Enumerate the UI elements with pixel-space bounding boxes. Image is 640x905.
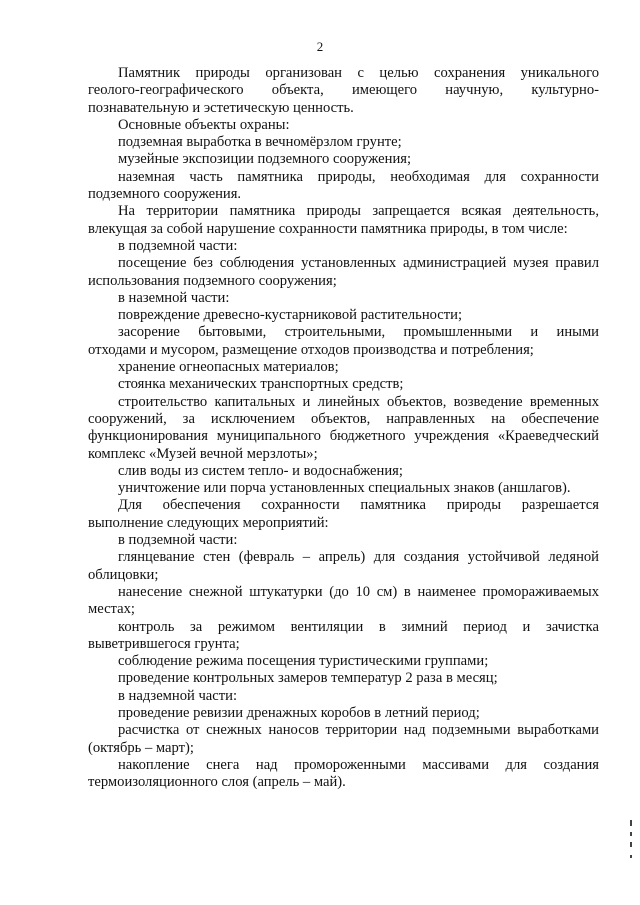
paragraph-intro	[88, 65, 599, 117]
list-item	[88, 757, 599, 792]
text-line: отходами и мусором, размещение отходов производства и потребления;	[88, 341, 534, 358]
document-body	[88, 65, 599, 791]
list-item	[88, 619, 599, 654]
text-line: посещение без соблюдения установленных администрацией музея правил	[118, 255, 599, 272]
list-item: хранение огнеопасных материалов;	[118, 359, 339, 376]
text-line: познавательную и эстетическую ценность.	[88, 99, 354, 116]
text-line: На территории памятника природы запрещается всякая деятельность,	[118, 203, 599, 220]
list-item: проведение ревизии дренажных коробов в летний период;	[118, 704, 480, 721]
text-line: накопление снега над промороженными массивами для создания	[118, 756, 599, 773]
list-item	[88, 394, 599, 463]
text-line: облицовки;	[88, 566, 159, 583]
paragraph-protection-objects-heading: Основные объекты охраны:	[118, 116, 290, 133]
text-line: местах;	[88, 601, 135, 618]
text-line: функционирования муниципального бюджетного учреждения «Краеведческий	[88, 428, 599, 445]
list-item: соблюдение режима посещения туристическими группами;	[118, 653, 489, 670]
list-item: уничтожение или порча установленных специальных знаков (аншлагов).	[118, 480, 571, 497]
list-item	[88, 169, 599, 204]
text-line: Для обеспечения сохранности памятника природы разрешается	[118, 497, 599, 514]
text-line: (октябрь – март);	[88, 739, 194, 756]
text-line: контроль за режимом вентиляции в зимний период и зачистка	[118, 618, 599, 635]
text-line: влекущая за собой нарушение сохранности памятника природы, в том числе:	[88, 220, 568, 237]
scan-edge-mark	[630, 842, 632, 847]
list-item: повреждение древесно-кустарниковой растительности;	[118, 307, 463, 324]
section-label-underground: в подземной части:	[118, 237, 238, 254]
text-line: Памятник природы организован с целью сохранения уникального	[118, 65, 599, 81]
scan-edge-mark	[630, 832, 632, 836]
text-line: комплекс «Музей вечной мерзлоты»;	[88, 445, 318, 462]
paragraph-permissions	[88, 497, 599, 532]
text-line: сооружений, за исключением объектов, направленных на обеспечение	[88, 410, 599, 427]
text-line: выполнение следующих мероприятий:	[88, 514, 329, 531]
text-line: выветрившегося грунта;	[88, 635, 240, 652]
list-item: подземная выработка в вечномёрзлом грунте;	[118, 134, 402, 151]
list-item	[88, 324, 599, 359]
text-line: строительство капитальных и линейных объектов, возведение временных	[118, 393, 599, 410]
text-line: засорение бытовыми, строительными, промышленными и иными	[118, 324, 599, 341]
text-line: геолого-географического объекта, имеющего научную, культурно-	[88, 82, 599, 99]
section-label-underground: в подземной части:	[118, 532, 238, 549]
list-item	[88, 255, 599, 290]
text-line: наземная часть памятника природы, необходимая для сохранности	[118, 168, 599, 185]
paragraph-prohibitions	[88, 203, 599, 238]
page-number: 2	[316, 39, 324, 54]
text-line: использования подземного сооружения;	[88, 272, 337, 289]
list-item	[88, 722, 599, 757]
section-label-above-ground: в надземной части:	[118, 687, 238, 704]
text-line: термоизоляционного слоя (апрель – май).	[88, 774, 346, 791]
list-item	[88, 584, 599, 619]
scan-edge-mark	[630, 855, 632, 858]
list-item: слив воды из систем тепло- и водоснабжения;	[118, 462, 403, 479]
text-line: нанесение снежной штукатурки (до 10 см) в наименее промораживаемых	[118, 583, 599, 600]
scan-edge-mark	[630, 820, 632, 826]
text-line: глянцевание стен (февраль – апрель) для создания устойчивой ледяной	[118, 549, 599, 566]
list-item: музейные экспозиции подземного сооружения;	[118, 151, 412, 168]
text-line: расчистка от снежных наносов территории над подземными выработками	[118, 722, 599, 739]
list-item: проведение контрольных замеров температур 2 раза в месяц;	[118, 670, 498, 687]
list-item: стоянка механических транспортных средств;	[118, 376, 404, 393]
section-label-surface: в наземной части:	[118, 289, 230, 306]
text-line: подземного сооружения.	[88, 186, 242, 203]
list-item	[88, 549, 599, 584]
